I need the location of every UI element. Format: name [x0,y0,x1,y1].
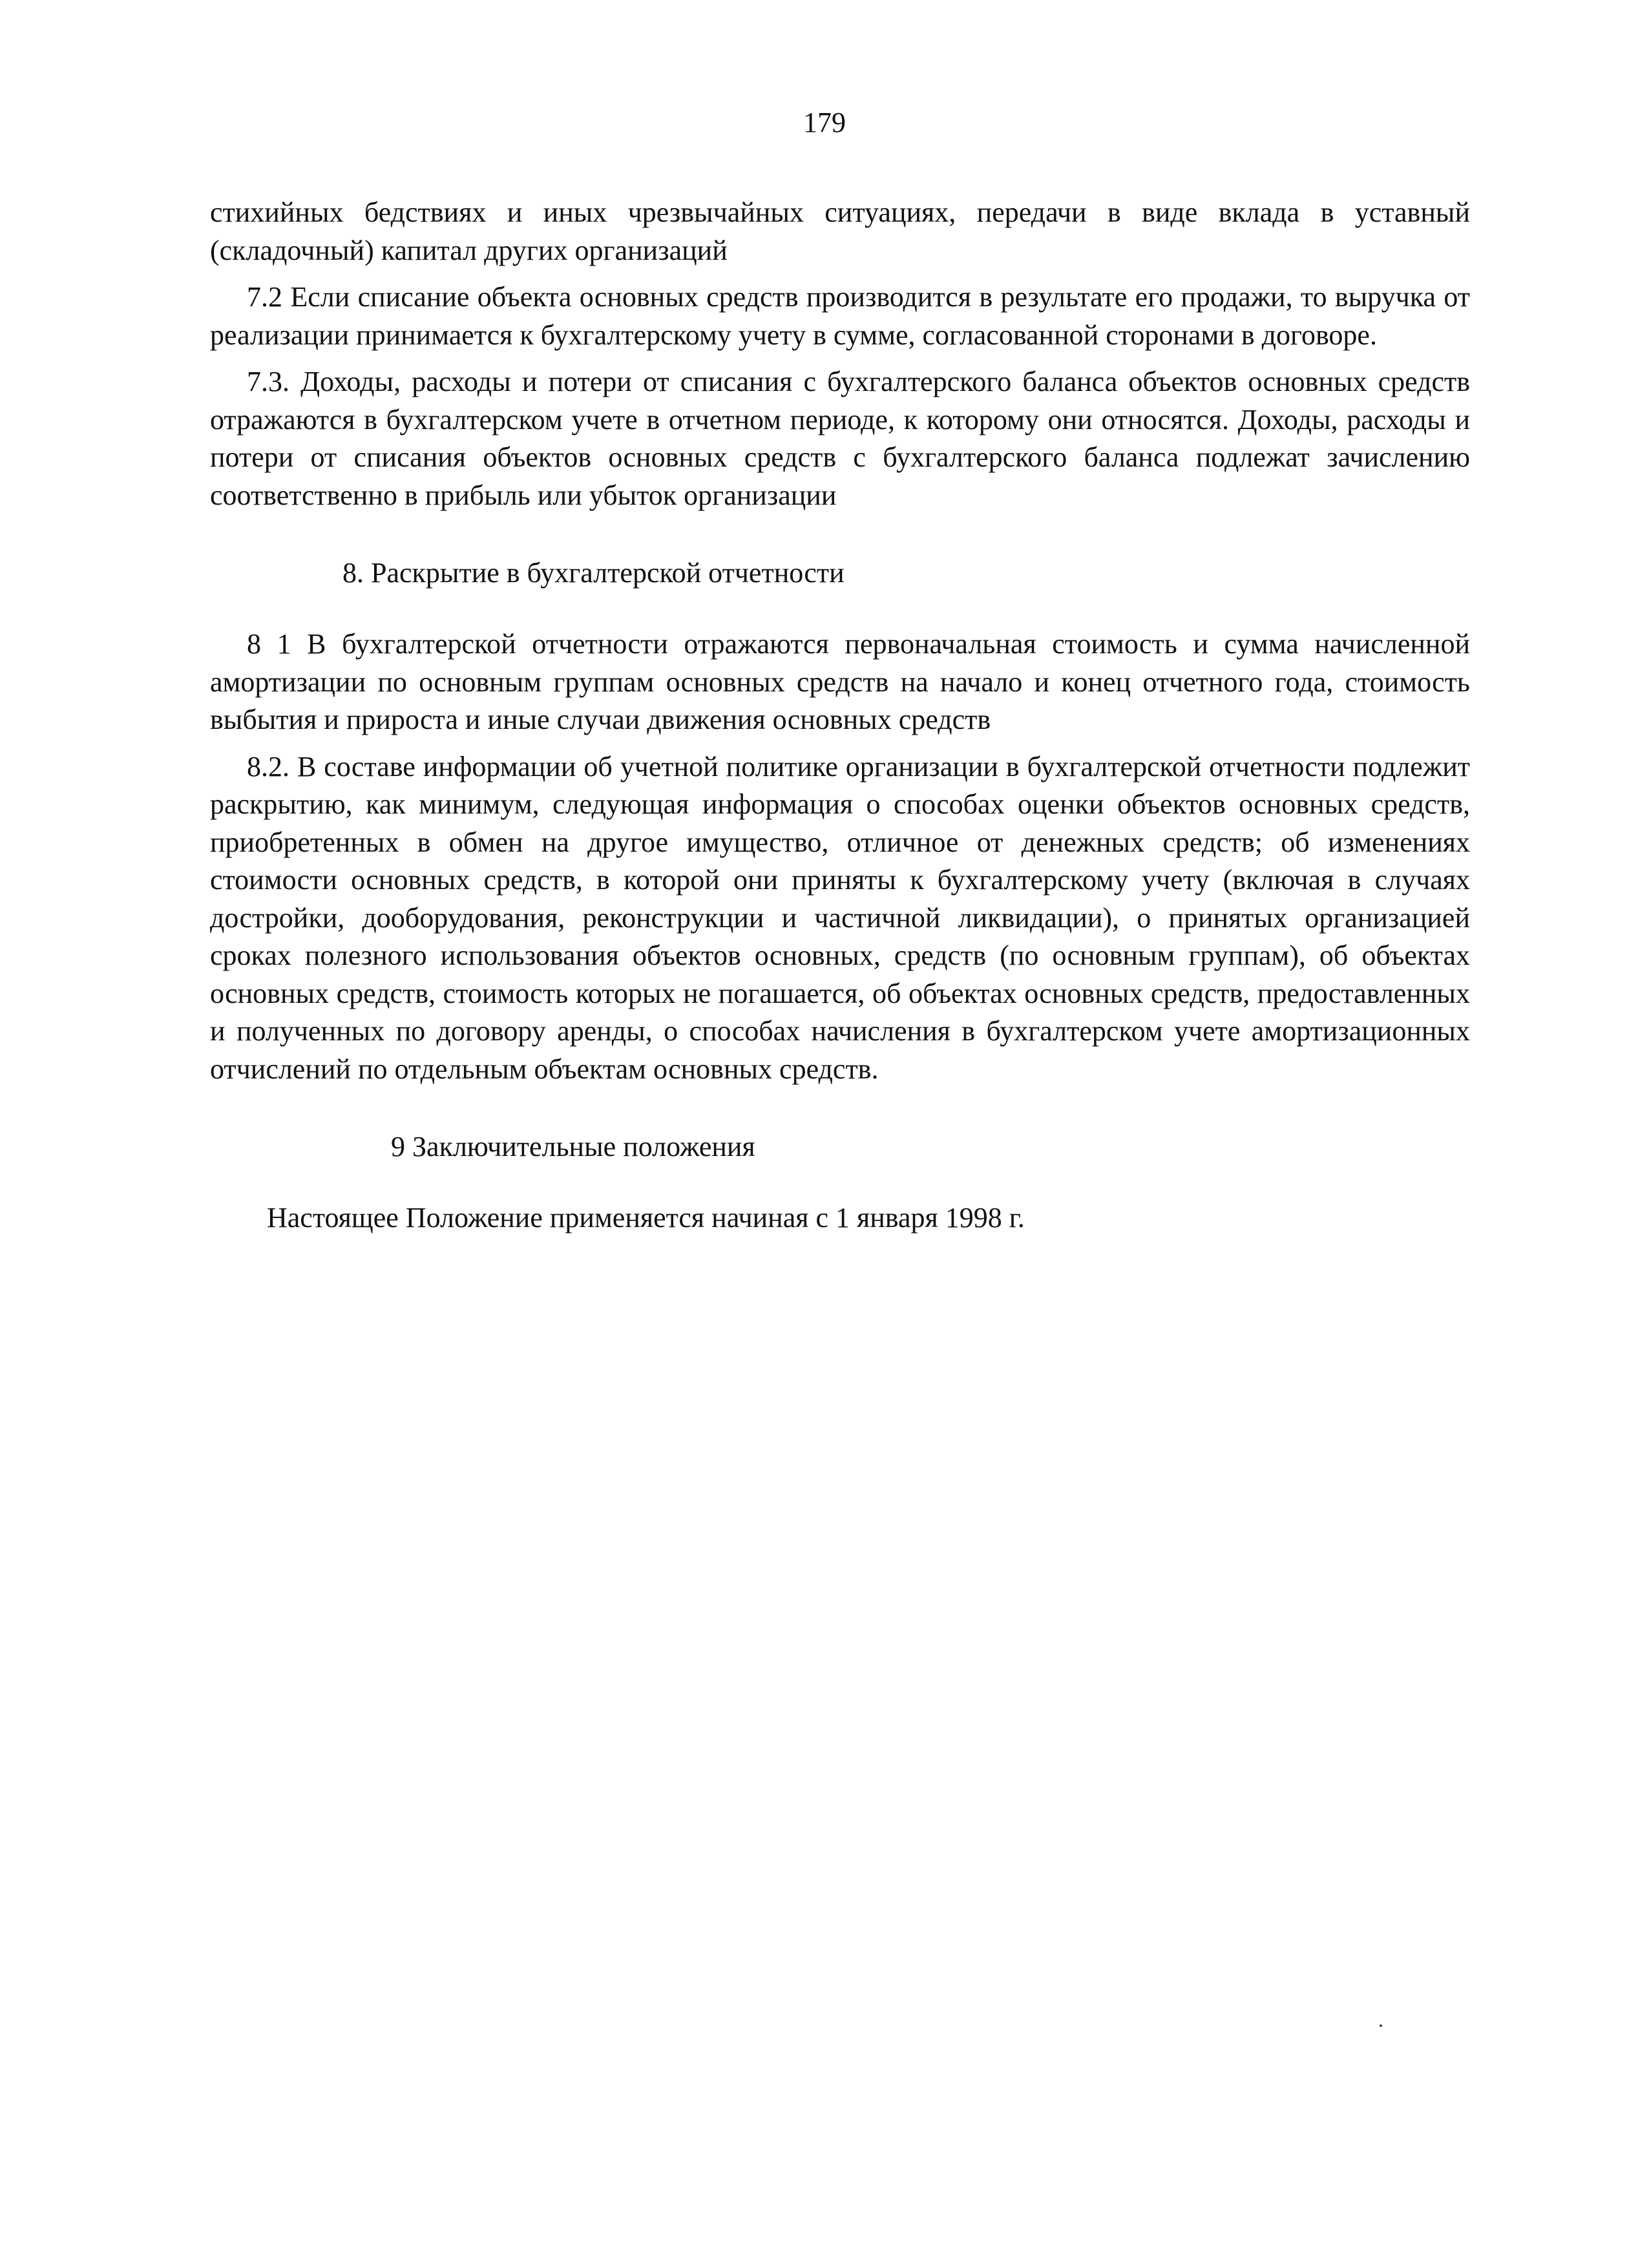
closing-statement: Настоящее Положение применяется начиная с 1 января 1998 г. [267,1202,1025,1234]
paragraph-continuation: стихийных бедствиях и иных чрезвычайных ситуациях, передачи в виде вклада в уставный (складочный) капитал других организаций [210,196,1470,266]
section-heading-9: 9 Заключительные положения [391,1131,755,1162]
paragraph-8-2: 8.2. В составе информации об учетной политике организации в бухгалтерской отчетности подлежит раскрытию, как минимум, следующая информация о способах оценки объектов основных средств, приобретенных в обмен на другое имущество, отличное от денежных средств; об изменениях стоимости основных средств, в которой они приняты к бухгалтерскому учету (включая в случаях достройки, дооборудования, реконструкции и частичной ликвидации), о принятых организацией сроках полезного использования объектов основных, средств (по основным группам), об объектах основных средств, стоимость которых не погашается, об объектах основных средств, предоставленных и полученных по договору аренды, о способах начисления в бухгалтерском учете амортизационных отчислений по отдельным объектам основных средств. [210,750,1470,1085]
page-number: 179 [803,107,846,138]
paragraph-7-3: 7.3. Доходы, расходы и потери от списания с бухгалтерского баланса объектов основных средств отражаются в бухгалтерском учете в отчетном периоде, к которому они относятся. Доходы, расходы и потери от списания объектов основных средств с бухгалтерского баланса подлежат зачислению соответственно в прибыль или убыток организации [210,366,1470,511]
section-heading-8: 8. Раскрытие в бухгалтерской отчетности [342,557,845,589]
paragraph-7-2: 7.2 Если списание объекта основных средств производится в результате его продажи, то выручка от реализации принимается к бухгалтерскому учету в сумме, согласованной сторонами в договоре. [210,281,1470,351]
document-body [210,194,1470,1237]
scan-speck [1380,2024,1382,2027]
paragraph-8-1: 8 1 В бухгалтерской отчетности отражаются первоначальная стоимость и сумма начисленной амортизации по основным группам основных средств на начало и конец отчетного года, стоимость выбытия и прироста и иные случаи движения основных средств [210,628,1470,735]
